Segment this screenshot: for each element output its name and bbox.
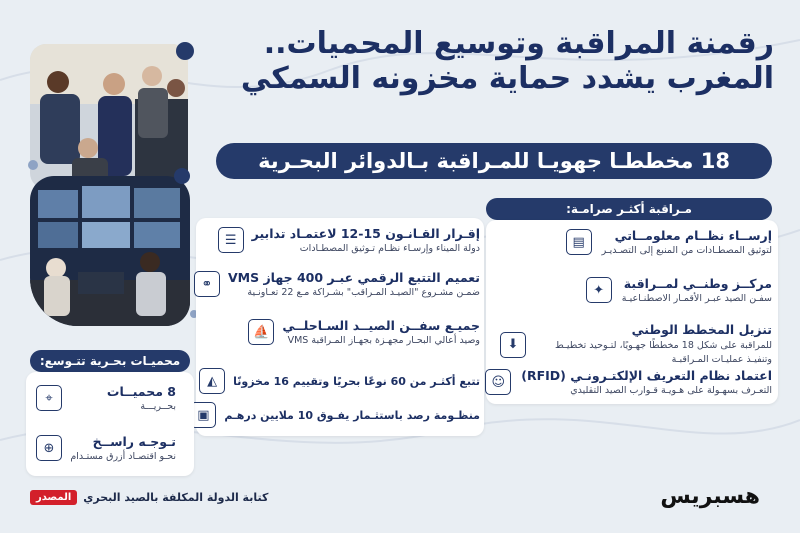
reserves-section-title: محميـات بحـرية تتـوسع: [30,350,190,372]
satellite-icon: ✦ [586,277,612,303]
monitoring-item-sub: سفـن الصيد عبـر الأقمـار الاصطنـاعيـة [621,293,772,304]
server-icon: ▤ [566,229,592,255]
measure-item [248,318,480,346]
control-room-photo [30,176,190,326]
source-line [30,490,268,505]
download-icon: ⬇ [500,332,526,358]
measure-item [199,368,480,394]
fish-chart-icon: ◭ [199,368,225,394]
monitoring-item-heading: تنزيل المخطط الوطني [631,322,772,337]
measure-item [194,270,480,298]
title-line-2: المغرب يشدد حماية مخزونه السمكي [240,61,774,97]
measure-item-heading: منظـومة رصد باستثـمار يفـوق 10 ملايين درهـم [224,408,480,422]
monitoring-section-title: مـراقبة أكثـر صرامـة: [486,198,772,220]
monitoring-item-sub: التعـرف بسهـولة على هـويـة قـوارب الصيد التقليدي [570,385,772,396]
reserve-item-sub: بحــريـــة [140,401,176,412]
globe-icon: ⊕ [36,435,62,461]
reserve-item [36,384,176,412]
decor-dot [176,42,194,60]
monitoring-item-sub: للمراقبة على شكل 18 مخططًا جهـويًا، لتـوحيد تخطيـط وتنفيـذ عمليـات المـراقبـة [555,340,772,366]
officials-photo [30,44,188,189]
monitoring-item-heading: إرســاء نظــام معلومــاتي [614,228,772,243]
reserve-item-heading: تـوجـه راســخ [92,434,176,449]
handshake-icon: ⚭ [194,271,220,297]
monitoring-item-heading: اعتماد نظام التعريف الإلكتـرونـي (RFID) [521,368,772,383]
reserve-item [36,434,176,462]
monitoring-item-heading: مركــز وطنــي لمــراقبة [623,276,772,291]
monitoring-item-sub: لتوثيق المصطـادات من المنبع إلى التصـديـر [601,245,772,256]
document-icon: ☰ [218,227,244,253]
brand-logo: هسبريس [660,484,760,509]
measure-item-heading: تتبع أكثـر من 60 نوعًا بحريًا وتقييم 16 مخزونًا [233,374,480,388]
monitoring-item [566,228,772,256]
measure-item-heading: إقـرار القـانـون 15-12 لاعتمـاد تدابير [251,226,480,241]
measure-item-heading: جميـع سفــن الصيــد السـاحلــي [282,318,480,333]
decor-dot [174,168,190,184]
measure-item [190,402,480,428]
measure-item-sub: ضمـن مشـروع "الصيـد المـراقب" بشـراكة مـع 22 تعـاونـية [247,287,480,298]
monitoring-item [586,276,772,304]
page-title [234,26,774,97]
decor-dot [28,160,38,170]
boat-icon: ⛵ [248,319,274,345]
monitor-icon: ▣ [190,402,216,428]
measure-item-sub: دولة الميناء وإرسـاء نظـام تـوثيق المصطـادات [299,243,480,254]
headline-banner: 18 مخططـا جهويـا للمـراقبة بـالدوائر البحـرية [216,143,772,179]
source-text: كتابة الدولة المكلفة بالصيد البحري [83,491,269,504]
reserve-item-sub: نحـو اقتصـاد أزرق مستـدام [70,451,176,462]
reserve-item-heading: 8 محميــات [106,384,176,399]
monitoring-item [500,322,772,368]
measure-item-sub: وصيد أعالي البحـار مجهـزة بجهـاز المـراقبة VMS [287,335,480,346]
measure-item [218,226,480,254]
monitoring-item [485,368,772,396]
person-id-icon: ☺ [485,369,511,395]
source-tag: المصدر [30,490,77,505]
title-line-1: رقمنة المراقبة وتوسيع المحميات.. [263,26,774,61]
map-pin-icon: ⌖ [36,385,62,411]
measure-item-heading: تعميم التتبع الرقمي عبـر 400 جهاز VMS [228,270,480,285]
